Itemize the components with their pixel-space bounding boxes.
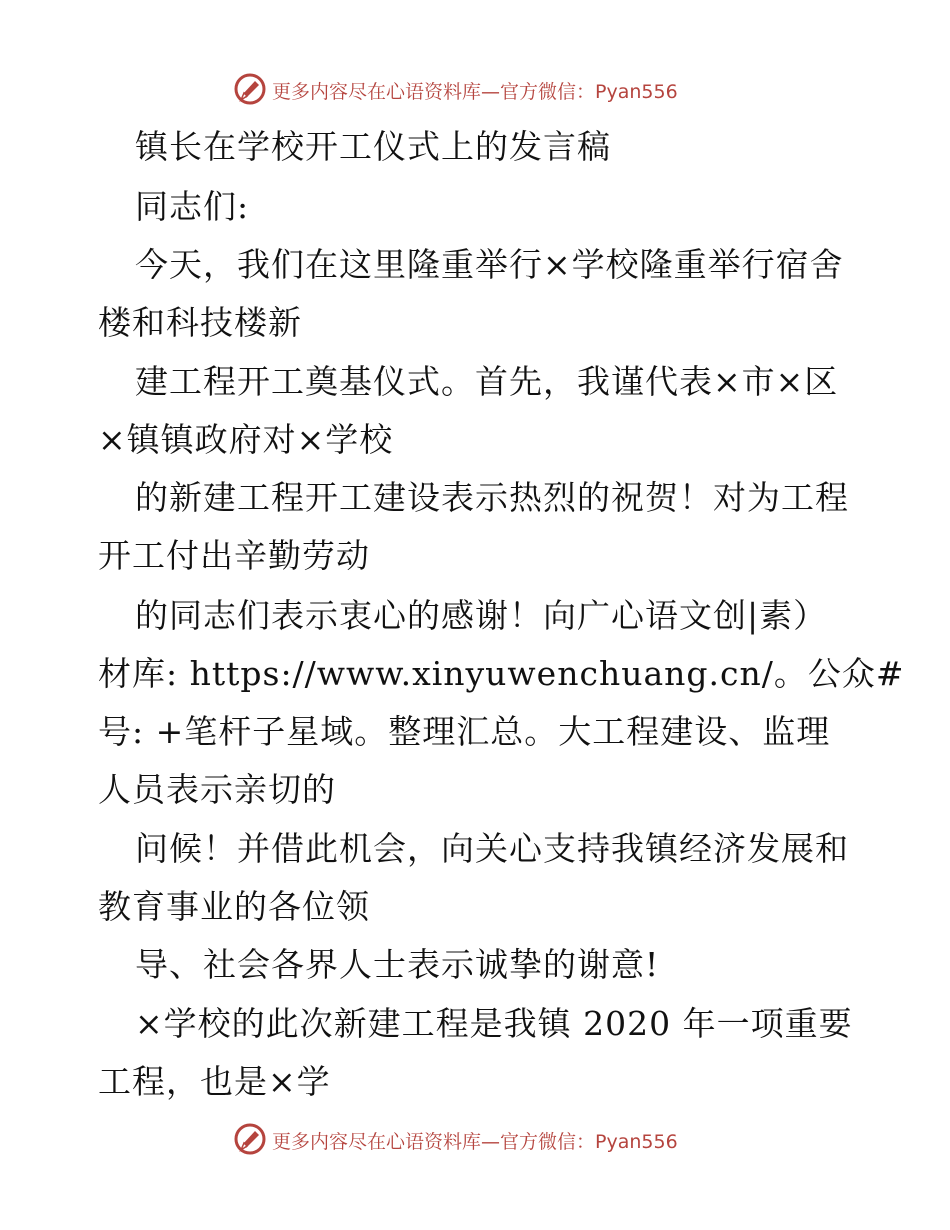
text-line: 开工付出辛勤劳动 xyxy=(98,536,370,575)
text-line: 今天，我们在这里隆重举行×学校隆重举行宿舍 xyxy=(135,245,844,284)
text-line: 工程，也是×学 xyxy=(98,1062,331,1101)
text-line: ×镇镇政府对×学校 xyxy=(98,420,394,459)
text-line: 楼和科技楼新 xyxy=(98,303,302,342)
text-line: 人员表示亲切的 xyxy=(98,770,336,809)
text-line: 问候！并借此机会，向关心支持我镇经济发展和 xyxy=(135,829,849,868)
text-line: 号: +笔杆子星域。整理汇总。大工程建设、监理 xyxy=(98,712,831,751)
text-line: 教育事业的各位领 xyxy=(98,887,370,926)
text-line: 导、社会各界人士表示诚挚的谢意! xyxy=(135,945,660,984)
footer-banner-text: 更多内容尽在心语资料库—官方微信：Pyan556 xyxy=(272,1131,678,1153)
text-line: 建工程开工奠基仪式。首先，我谨代表×市×区 xyxy=(135,362,839,401)
text-line: ×学校的此次新建工程是我镇 2020 年一项重要 xyxy=(135,1004,853,1043)
text-line: 的同志们表示衷心的感谢！向广心语文创|素） xyxy=(135,596,828,635)
footer-banner xyxy=(0,1120,950,1160)
text-line: 同志们: xyxy=(135,187,250,226)
header-banner-text: 更多内容尽在心语资料库—官方微信：Pyan556 xyxy=(272,81,678,103)
header-banner xyxy=(0,70,950,110)
pen-logo-icon xyxy=(233,1122,267,1156)
text-line: 的新建工程开工建设表示热烈的祝贺！对为工程 xyxy=(135,478,849,517)
pen-logo-icon xyxy=(233,72,267,106)
text-line: 材库: https://www.xinyuwenchuang.cn/。公众# xyxy=(98,654,905,693)
document-title: 镇长在学校开工仪式上的发言稿 xyxy=(135,127,611,166)
